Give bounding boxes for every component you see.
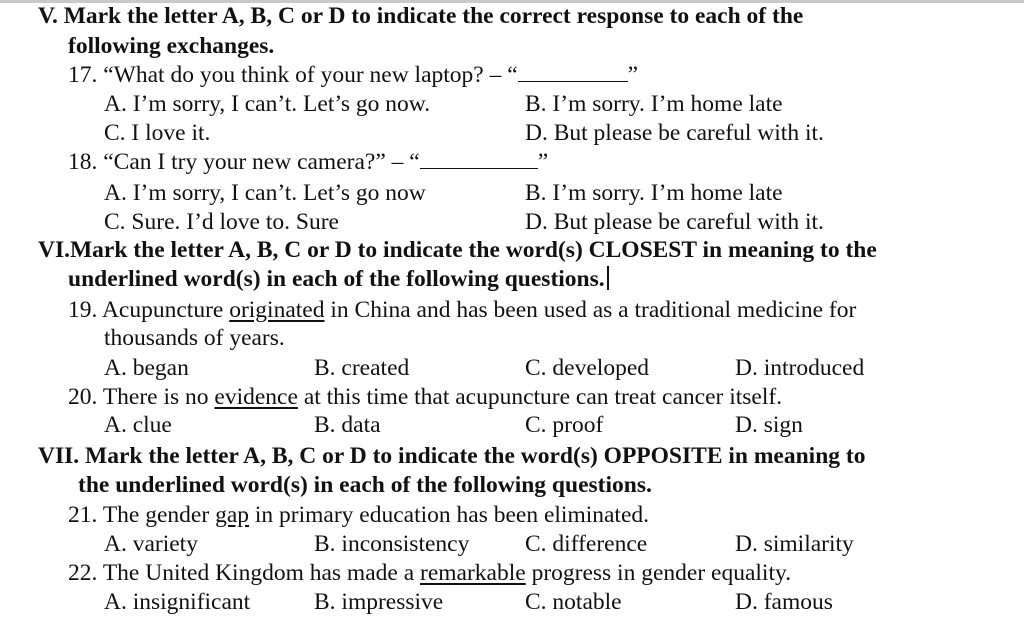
question-22-pre: 22. The United Kingdom has made a <box>68 560 420 586</box>
question-22-underlined-word: remarkable <box>420 560 526 586</box>
question-18-stem: 18. “Can I try your new camera?” – “ <box>68 149 420 175</box>
question-19-pre: 19. Acupuncture <box>68 297 230 323</box>
question-22 <box>68 559 791 587</box>
option-17-d[interactable]: D. But please be careful with it. <box>525 120 824 146</box>
option-22-d[interactable]: D. famous <box>735 589 833 615</box>
option-21-a[interactable]: A. variety <box>104 531 198 557</box>
option-18-a[interactable]: A. I’m sorry, I can’t. Let’s go now <box>104 180 426 206</box>
option-21-b[interactable]: B. inconsistency <box>314 531 470 557</box>
question-19-continued: thousands of years. <box>104 325 285 351</box>
answer-blank-18[interactable] <box>420 148 538 169</box>
option-20-d[interactable]: D. sign <box>735 412 803 438</box>
text-cursor <box>607 266 609 290</box>
option-17-b[interactable]: B. I’m sorry. I’m home late <box>525 91 783 117</box>
question-17 <box>68 61 638 89</box>
section-v-heading-cont: following exchanges. <box>68 33 275 59</box>
option-19-a[interactable]: A. began <box>104 355 189 381</box>
question-21-pre: 21. The gender <box>68 502 216 528</box>
option-20-c[interactable]: C. proof <box>525 412 604 438</box>
option-18-b[interactable]: B. I’m sorry. I’m home late <box>525 180 783 206</box>
option-19-b[interactable]: B. created <box>314 355 410 381</box>
section-vii-heading: VII. Mark the letter A, B, C or D to indicate the word(s) OPPOSITE in meaning to <box>38 443 866 469</box>
section-vi-heading: VI.Mark the letter A, B, C or D to indicate the word(s) CLOSEST in meaning to the <box>38 237 877 263</box>
option-22-b[interactable]: B. impressive <box>314 589 444 615</box>
option-20-b[interactable]: B. data <box>314 412 381 438</box>
option-18-d[interactable]: D. But please be careful with it. <box>525 209 824 235</box>
question-18 <box>68 148 548 176</box>
question-17-stem: 17. “What do you think of your new laptop? – “ <box>68 62 518 88</box>
option-22-a[interactable]: A. insignificant <box>104 589 251 615</box>
section-vii-heading-cont: the underlined word(s) in each of the following questions. <box>78 472 652 498</box>
option-22-c[interactable]: C. notable <box>525 589 622 615</box>
answer-blank-17[interactable] <box>518 61 628 82</box>
option-21-c[interactable]: C. difference <box>525 531 648 557</box>
option-17-c[interactable]: C. I love it. <box>104 120 211 146</box>
question-20-underlined-word: evidence <box>214 384 298 410</box>
option-21-d[interactable]: D. similarity <box>735 531 854 557</box>
question-21-underlined-word: gap <box>215 502 249 528</box>
section-vi-heading-text: underlined word(s) in each of the following questions. <box>68 266 605 292</box>
question-21 <box>68 501 649 529</box>
section-vi-heading-cont <box>68 265 609 293</box>
option-19-c[interactable]: C. developed <box>525 355 649 381</box>
option-20-a[interactable]: A. clue <box>104 412 172 438</box>
question-18-close-quote: ” <box>537 149 549 175</box>
question-20-pre: 20. There is no <box>68 384 215 410</box>
cropped-next-line <box>38 617 988 625</box>
question-19-post: in China and has been used as a traditional medicine for <box>324 297 857 323</box>
question-17-close-quote: ” <box>627 62 639 88</box>
option-17-a[interactable]: A. I’m sorry, I can’t. Let’s go now. <box>104 91 431 117</box>
question-19 <box>68 296 856 324</box>
section-v-heading: V. Mark the letter A, B, C or D to indicate the correct response to each of the <box>38 3 804 29</box>
option-18-c[interactable]: C. Sure. I’d love to. Sure <box>104 209 339 235</box>
question-19-underlined-word: originated <box>229 297 325 323</box>
question-20-post: at this time that acupuncture can treat cancer itself. <box>297 384 783 410</box>
question-20 <box>68 383 782 411</box>
question-22-post: progress in gender equality. <box>525 560 792 586</box>
question-21-post: in primary education has been eliminated. <box>249 502 650 528</box>
option-19-d[interactable]: D. introduced <box>735 355 865 381</box>
